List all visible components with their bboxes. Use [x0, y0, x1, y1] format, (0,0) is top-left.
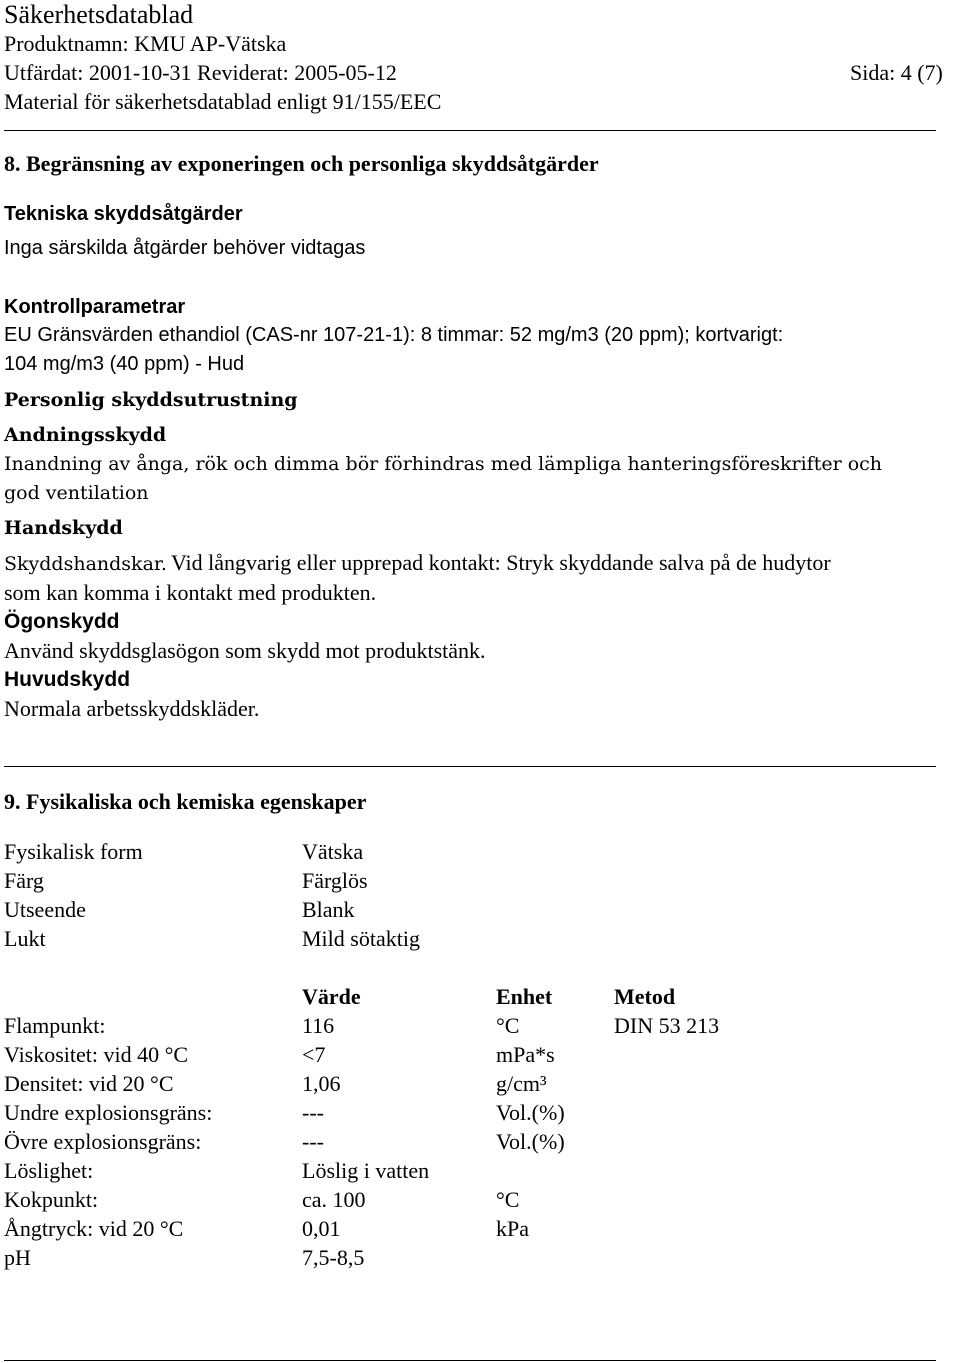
section-divider: [4, 766, 936, 767]
property-value: Vätska: [302, 839, 364, 864]
row-value: ---: [302, 1129, 324, 1154]
row-value: Löslig i vatten: [302, 1158, 430, 1183]
control-parameters-heading: Kontrollparametrar: [4, 296, 186, 318]
row-label: Ångtryck: vid 20 °C: [4, 1216, 184, 1241]
row-unit: kPa: [496, 1216, 529, 1241]
row-label: pH: [4, 1245, 31, 1270]
technical-measures-heading: Tekniska skyddsåtgärder: [4, 203, 243, 225]
respiratory-heading: Andningsskydd: [4, 424, 167, 446]
hand-protection-line-1: [4, 550, 831, 576]
head-protection-text: Normala arbetsskyddskläder.: [4, 696, 260, 721]
row-label: Viskositet: vid 40 °C: [4, 1042, 189, 1067]
row-label: Undre explosionsgräns:: [4, 1100, 213, 1125]
property-value: Färglös: [302, 868, 368, 893]
column-header-value: Värde: [302, 984, 361, 1009]
footer-divider: [4, 1360, 936, 1361]
eye-protection-heading: Ögonskydd: [4, 610, 120, 633]
property-label: Färg: [4, 868, 44, 893]
hand-protection-line-2: som kan komma i kontakt med produkten.: [4, 580, 377, 605]
row-method: DIN 53 213: [614, 1013, 720, 1038]
ppe-heading: Personlig skyddsutrustning: [4, 389, 298, 411]
row-label: Löslighet:: [4, 1158, 94, 1183]
row-unit: Vol.(%): [496, 1100, 565, 1125]
section-8-title: 8. Begränsning av exponeringen och personliga skyddsåtgärder: [4, 151, 599, 176]
row-label: Kokpunkt:: [4, 1187, 99, 1212]
document-title: Säkerhetsdatablad: [4, 0, 194, 29]
header-divider: [4, 130, 936, 131]
row-value: 0,01: [302, 1216, 341, 1241]
hand-protection-gloves: Skyddshandskar.: [4, 553, 167, 575]
respiratory-line-1: Inandning av ånga, rök och dimma bör förhindras med lämpliga hanteringsföreskrifter och: [4, 453, 883, 475]
control-parameters-line-1: EU Gränsvärden ethandiol (CAS-nr 107-21-1): 8 timmar: 52 mg/m3 (20 ppm); kortvarigt:: [4, 324, 784, 346]
row-value: ---: [302, 1100, 324, 1125]
property-label: Fysikalisk form: [4, 839, 143, 864]
column-header-method: Metod: [614, 984, 676, 1009]
row-unit: Vol.(%): [496, 1129, 565, 1154]
control-parameters-line-2: 104 mg/m3 (40 ppm) - Hud: [4, 353, 245, 375]
row-label: Densitet: vid 20 °C: [4, 1071, 174, 1096]
section-9-title: 9. Fysikaliska och kemiska egenskaper: [4, 789, 367, 814]
row-value: ca. 100: [302, 1187, 366, 1212]
row-value: 7,5-8,5: [302, 1245, 365, 1270]
property-value: Mild sötaktig: [302, 926, 420, 951]
property-label: Utseende: [4, 897, 86, 922]
hand-protection-instruction: Vid långvarig eller upprepad kontakt: Stryk skyddande salva på de hudytor: [170, 550, 831, 575]
row-unit: g/cm³: [496, 1071, 547, 1096]
page-number: Sida: 4 (7): [850, 60, 943, 85]
head-protection-heading: Huvudskydd: [4, 668, 131, 691]
row-value: 116: [302, 1013, 335, 1038]
issue-dates: Utfärdat: 2001-10-31 Reviderat: 2005-05-12: [4, 60, 397, 85]
row-unit: °C: [496, 1187, 520, 1212]
row-unit: mPa*s: [496, 1042, 555, 1067]
property-label: Lukt: [4, 926, 46, 951]
column-header-unit: Enhet: [496, 984, 553, 1009]
regulation-basis: Material för säkerhetsdatablad enligt 91/155/EEC: [4, 89, 442, 114]
product-name: Produktnamn: KMU AP-Vätska: [4, 31, 287, 56]
eye-protection-text: Använd skyddsglasögon som skydd mot produktstänk.: [4, 638, 486, 663]
technical-measures-text: Inga särskilda åtgärder behöver vidtagas: [4, 237, 366, 259]
property-value: Blank: [302, 897, 355, 922]
respiratory-line-2: god ventilation: [4, 482, 149, 504]
row-label: Flampunkt:: [4, 1013, 106, 1038]
row-value: <7: [302, 1042, 326, 1067]
row-value: 1,06: [302, 1071, 341, 1096]
hand-protection-heading: Handskydd: [4, 517, 123, 539]
row-unit: °C: [496, 1013, 520, 1038]
row-label: Övre explosionsgräns:: [4, 1129, 202, 1154]
